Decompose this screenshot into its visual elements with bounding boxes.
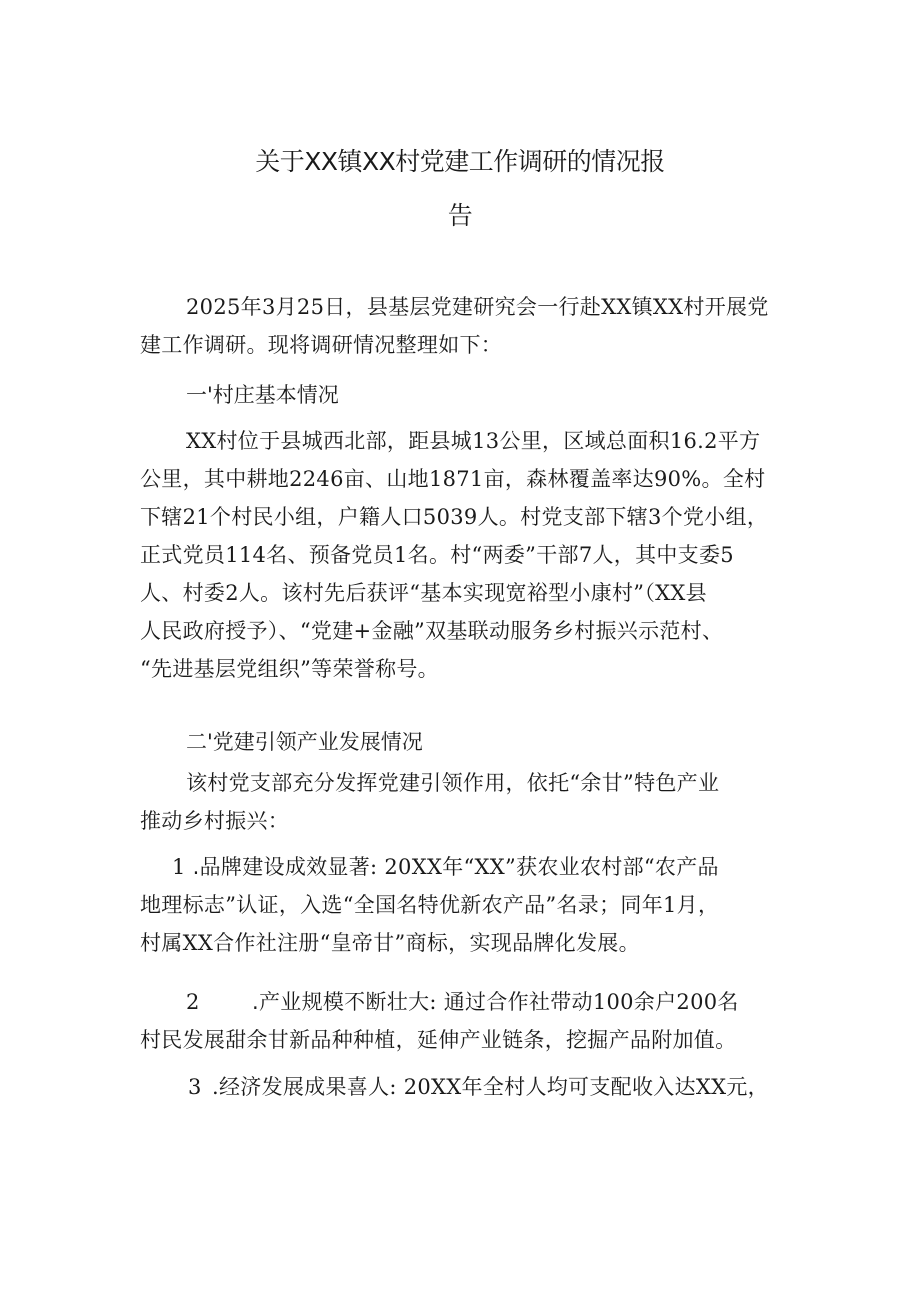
intro-line: 建工作调研。现将调研情况整理如下：: [140, 333, 503, 357]
item2-paragraph: [140, 983, 800, 1059]
item2-text: : 通过合作社带动100余户200名: [429, 990, 739, 1014]
item3-paragraph: [140, 1068, 800, 1106]
item1-number: 1: [172, 855, 186, 879]
section1-line: XX村位于县城西北部，距县城13公里，区域总面积16.2平方: [186, 429, 761, 453]
section1-line: 人、村委2人。该村先后获评“基本实现宽裕型小康村”（XX县: [140, 581, 707, 605]
section1-line: “先进基层党组织”等荣誉称号。: [140, 657, 439, 681]
item1-line: 地理标志”认证，入选“全国名特优新农产品”名录；同年1月，: [140, 893, 720, 917]
item3-title: .经济发展成果喜人: [212, 1075, 390, 1099]
item1-title: .品牌建设成效显著: [192, 855, 371, 879]
item3-number: 3: [188, 1075, 202, 1099]
item3-line: [140, 1068, 800, 1106]
section2-intro-line: 该村党支部充分发挥党建引领作用，依托“余甘”特色产业: [186, 771, 720, 795]
item2-line: [140, 983, 800, 1021]
section2-heading: 二'党建引领产业发展情况: [186, 730, 423, 754]
item2-title: .产业规模不断壮大: [252, 990, 430, 1014]
intro-paragraph: [140, 288, 800, 364]
item3-text: : 20XX年全村人均可支配收入达XX元，: [389, 1075, 769, 1099]
section1-line: 人民政府授予）、“党建+金融”双基联动服务乡村振兴示范村、: [140, 619, 724, 643]
item2-line: 村民发展甜余甘新品种种植，延伸产业链条，挖掘产品附加值。: [140, 1028, 737, 1052]
document-title-line2: 告: [447, 201, 473, 230]
section1-line: 下辖21个村民小组，户籍人口5039人。村党支部下辖3个党小组，: [140, 505, 769, 529]
section2-intro-line: 推动乡村振兴：: [140, 809, 290, 833]
intro-line: 2025年3月25日，县基层党建研究会一行赴XX镇XX村开展党: [186, 295, 769, 319]
section2-intro: [140, 764, 800, 840]
section1-paragraph: [140, 422, 800, 688]
section1-heading: 一'村庄基本情况: [186, 383, 339, 407]
item1-line: 村属XX合作社注册“皇帝甘”商标，实现品牌化发展。: [140, 931, 640, 955]
section1-line: 公里，其中耕地2246亩、山地1871亩，森林覆盖率达90%。全村: [140, 467, 766, 491]
document-title-line1: 关于XX镇XX村党建工作调研的情况报: [255, 147, 665, 176]
item1-paragraph: [140, 848, 800, 962]
item1-text: : 20XX年“XX”获农业农村部“农产品: [370, 855, 719, 879]
section1-line: 正式党员114名、预备党员1名。村“两委”干部7人，其中支委5: [140, 543, 734, 567]
item2-number: 2: [186, 990, 200, 1014]
item1-line: [140, 848, 800, 886]
